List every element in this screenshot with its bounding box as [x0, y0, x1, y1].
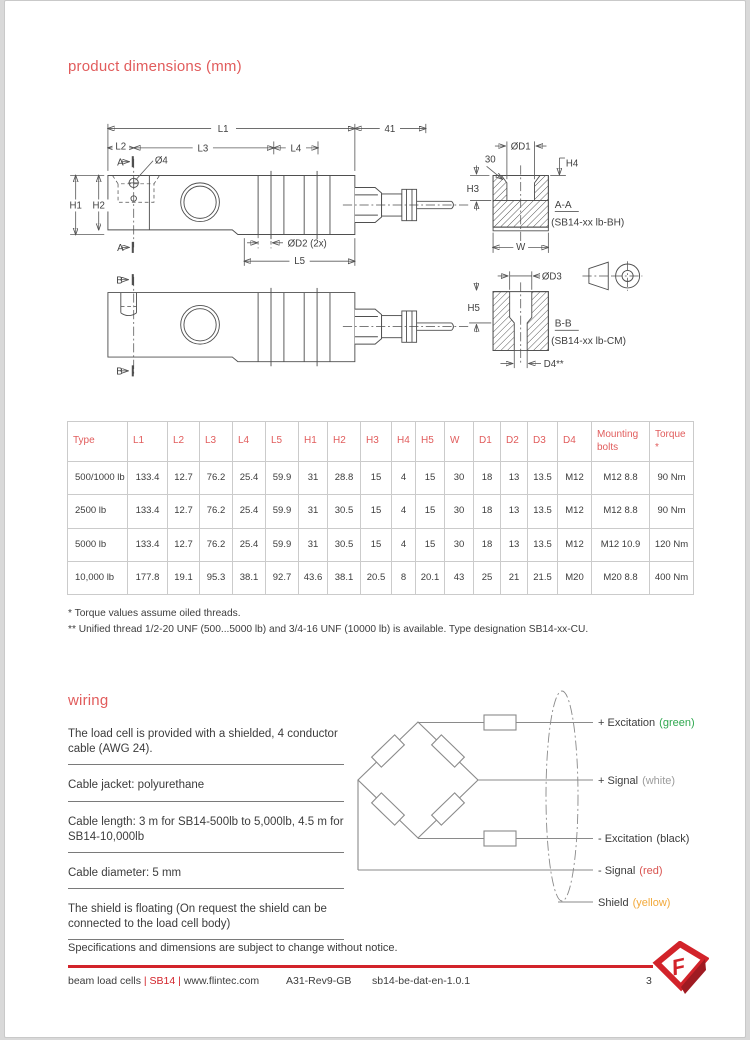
beam-side-view-top [66, 122, 469, 267]
table-header-cell: Type [68, 422, 128, 462]
section-marker-b-top: B [116, 275, 123, 287]
dim-label-h1: H1 [69, 200, 82, 212]
table-cell: 95.3 [200, 562, 233, 595]
wiring-diagram [345, 681, 710, 931]
table-row [68, 462, 694, 495]
footer-doc-code: A31-Rev9-GB [286, 975, 352, 987]
footer-left [68, 975, 259, 987]
table-cell: 13 [501, 495, 528, 528]
dim-label-w: W [516, 242, 526, 254]
table-cell: 30.5 [328, 528, 361, 561]
table-header-cell: H2 [328, 422, 361, 462]
footer-separator: | [143, 975, 147, 987]
table-cell: 30 [445, 462, 474, 495]
table-cell: 15 [416, 528, 445, 561]
dim-label-l4: L4 [290, 143, 302, 155]
table-cell: M12 [558, 462, 592, 495]
table-cell: 12.7 [168, 462, 200, 495]
beam-side-view-bottom [108, 274, 468, 377]
datasheet-page [4, 0, 746, 1038]
table-header-cell: Torque * [650, 422, 694, 462]
table-cell: 59.9 [266, 462, 299, 495]
footer-rule [68, 965, 653, 968]
dim-label-l2: L2 [115, 141, 127, 153]
dim-label-41: 41 [384, 124, 396, 136]
table-cell: 28.8 [328, 462, 361, 495]
wiring-paragraph: Cable jacket: polyurethane [68, 778, 344, 801]
table-cell: 133.4 [128, 528, 168, 561]
table-cell: 31 [299, 495, 328, 528]
table-cell: 76.2 [200, 495, 233, 528]
table-cell: 15 [416, 495, 445, 528]
table-header-cell: L5 [266, 422, 299, 462]
table-header-cell: D4 [558, 422, 592, 462]
section-label-aa: A-A [554, 199, 572, 211]
dim-label-h3: H3 [466, 184, 479, 196]
table-cell: 59.9 [266, 528, 299, 561]
section-marker-a-bottom: A [117, 243, 124, 255]
first-angle-projection-icon [582, 261, 642, 290]
table-cell: 15 [416, 462, 445, 495]
section-type-bb: (SB14-xx lb-CM) [551, 336, 626, 348]
table-cell: 25.4 [233, 495, 266, 528]
table-cell: M12 [558, 495, 592, 528]
dim-label-l5: L5 [294, 255, 305, 267]
table-cell: 20.5 [361, 562, 392, 595]
table-cell: 19.1 [168, 562, 200, 595]
wiring-paragraph: The shield is floating (On request the shield can be connected to the load cell body) [68, 902, 344, 940]
wire-label-signal-neg: - Signal (red) [598, 865, 663, 877]
table-cell: 30.5 [328, 495, 361, 528]
table-cell: 76.2 [200, 528, 233, 561]
table-cell: 13.5 [528, 528, 558, 561]
table-cell: 25 [474, 562, 501, 595]
dim-label-hole: Ø4 [154, 155, 168, 167]
dim-label-od3: ØD3 [541, 271, 562, 283]
table-cell: M12 [558, 528, 592, 561]
cable-gland-top [343, 188, 468, 223]
dim-label-h4: H4 [565, 158, 579, 170]
section-title-dimensions: product dimensions (mm) [68, 58, 242, 75]
section-title-wiring: wiring [68, 692, 109, 709]
dim-label-od1: ØD1 [510, 141, 531, 153]
table-cell: 38.1 [328, 562, 361, 595]
table-cell: 400 Nm [650, 562, 694, 595]
table-header-cell: H3 [361, 422, 392, 462]
table-cell: 4 [392, 528, 416, 561]
wiring-paragraph: Cable length: 3 m for SB14-500lb to 5,000lb, 4.5 m for SB14-10,000lb [68, 815, 344, 853]
product-dimension-drawing [60, 96, 705, 408]
table-cell: 30 [445, 495, 474, 528]
table-cell: 25.4 [233, 528, 266, 561]
table-cell: 8 [392, 562, 416, 595]
footer-product-family: beam load cells [68, 975, 141, 987]
wire-label-signal-pos: + Signal (white) [598, 775, 676, 787]
section-type-aa: (SB14-xx lb-BH) [551, 217, 625, 229]
table-header-cell: D1 [474, 422, 501, 462]
wire-label-excitation-neg: - Excitation (black) [598, 833, 690, 845]
table-cell: 59.9 [266, 495, 299, 528]
table-cell: 18 [474, 462, 501, 495]
table-cell: 31 [299, 528, 328, 561]
table-cell: 25.4 [233, 462, 266, 495]
table-cell: M20 8.8 [592, 562, 650, 595]
section-marker-a-top: A [117, 157, 124, 169]
wiring-paragraph: Cable diameter: 5 mm [68, 866, 344, 889]
table-cell: 4 [392, 462, 416, 495]
footnote-thread: ** Unified thread 1/2-20 UNF (500...5000 lb) and 3/4-16 UNF (10000 lb) is available. Type designation SB14-xx-CU. [68, 624, 589, 635]
cable-gland-bottom [343, 309, 468, 344]
table-cell: 12.7 [168, 495, 200, 528]
table-cell: 133.4 [128, 462, 168, 495]
table-cell: 31 [299, 462, 328, 495]
section-view-aa [467, 141, 625, 253]
table-header-cell: L4 [233, 422, 266, 462]
table-cell: M12 8.8 [592, 462, 650, 495]
table-cell-type: 5000 lb [68, 528, 128, 561]
wiring-paragraphs [68, 727, 348, 953]
change-notice: Specifications and dimensions are subject to change without notice. [68, 942, 398, 954]
table-cell: 18 [474, 495, 501, 528]
table-cell: 13.5 [528, 462, 558, 495]
table-cell: M12 10.9 [592, 528, 650, 561]
table-cell: 4 [392, 495, 416, 528]
table-cell: 13 [501, 528, 528, 561]
table-cell-type: 10,000 lb [68, 562, 128, 595]
dim-label-l1: L1 [217, 124, 229, 136]
footer-doc-id: sb14-be-dat-en-1.0.1 [372, 975, 471, 987]
table-cell: 92.7 [266, 562, 299, 595]
flintec-logo-letter: F [669, 953, 688, 981]
table-cell: 90 Nm [650, 462, 694, 495]
table-cell-type: 2500 lb [68, 495, 128, 528]
table-cell: 18 [474, 528, 501, 561]
wheatstone-bridge [358, 722, 478, 838]
table-cell: 20.1 [416, 562, 445, 595]
table-cell: 38.1 [233, 562, 266, 595]
table-header-cell: L3 [200, 422, 233, 462]
table-cell: 15 [361, 528, 392, 561]
table-row [68, 528, 694, 561]
table-header-cell: L2 [168, 422, 200, 462]
table-cell: 43.6 [299, 562, 328, 595]
table-header-cell: D3 [528, 422, 558, 462]
dim-label-h2: H2 [92, 200, 105, 212]
table-header-cell: L1 [128, 422, 168, 462]
table-cell: 133.4 [128, 495, 168, 528]
table-cell: 43 [445, 562, 474, 595]
table-cell: 30 [445, 528, 474, 561]
footer-product: SB14 [149, 975, 176, 987]
footer-separator: | [178, 975, 181, 987]
table-header-cell: D2 [501, 422, 528, 462]
table-cell: 13 [501, 462, 528, 495]
wiring-paragraph: The load cell is provided with a shielded, 4 conductor cable (AWG 24). [68, 727, 344, 765]
footer-page-number: 3 [646, 975, 652, 987]
wire-label-excitation-pos: + Excitation (green) [598, 717, 695, 729]
table-row [68, 562, 694, 595]
dim-label-od2: ØD2 (2x) [287, 238, 327, 250]
dim-label-angle30: 30 [484, 154, 496, 166]
table-cell: 76.2 [200, 462, 233, 495]
table-cell: 90 Nm [650, 495, 694, 528]
table-cell: 15 [361, 462, 392, 495]
table-body [68, 462, 694, 595]
table-header-row [68, 422, 694, 462]
dimensions-table [67, 421, 694, 595]
table-cell: 120 Nm [650, 528, 694, 561]
table-row [68, 495, 694, 528]
dim-label-h5: H5 [467, 302, 480, 314]
table-header-cell: Mounting bolts [592, 422, 650, 462]
section-marker-b-bottom: B [116, 366, 123, 378]
table-cell: 177.8 [128, 562, 168, 595]
table-cell: M20 [558, 562, 592, 595]
table-cell-type: 500/1000 lb [68, 462, 128, 495]
table-cell: M12 8.8 [592, 495, 650, 528]
table-cell: 15 [361, 495, 392, 528]
dim-label-d4: D4** [543, 359, 564, 371]
footnote-torque: * Torque values assume oiled threads. [68, 608, 241, 619]
table-cell: 13.5 [528, 495, 558, 528]
dim-label-l3: L3 [197, 143, 209, 155]
table-cell: 12.7 [168, 528, 200, 561]
section-label-bb: B-B [554, 318, 572, 330]
table-header-cell: H4 [392, 422, 416, 462]
table-cell: 21.5 [528, 562, 558, 595]
table-header-cell: H1 [299, 422, 328, 462]
table-cell: 21 [501, 562, 528, 595]
table-header-cell: W [445, 422, 474, 462]
table-header-cell: H5 [416, 422, 445, 462]
flintec-logo [651, 941, 709, 997]
wire-label-shield: Shield (yellow) [598, 897, 671, 909]
footer-website: www.flintec.com [183, 975, 260, 987]
